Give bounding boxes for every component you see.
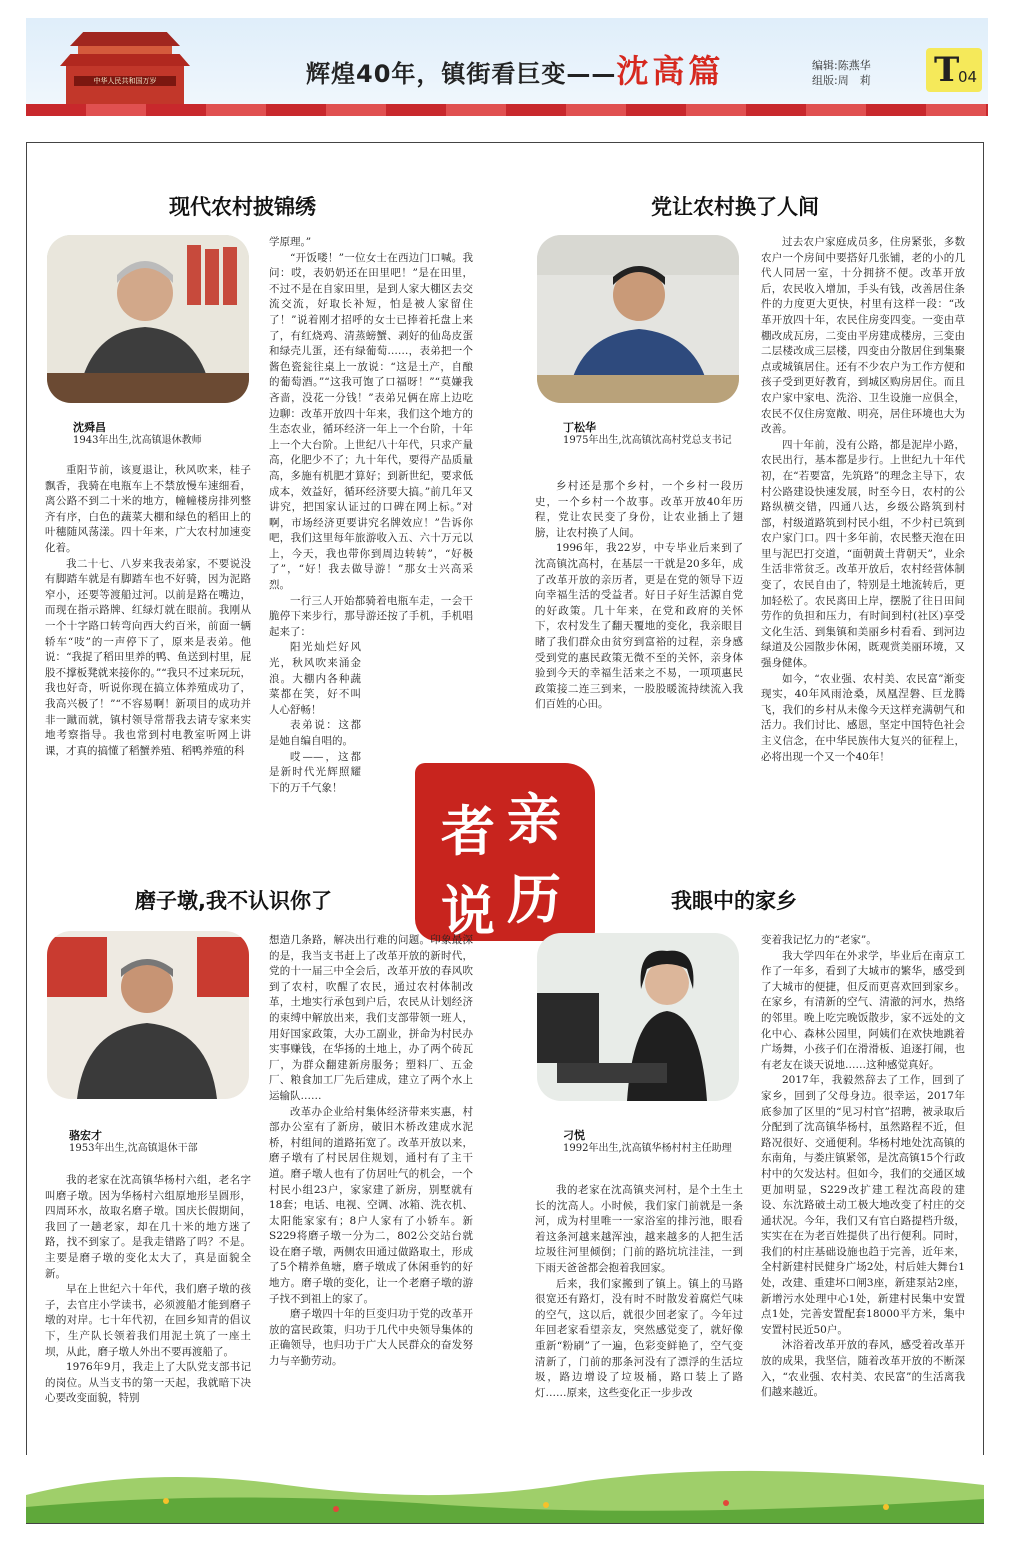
paragraph: 1976年9月，我走上了大队党支部书记的岗位。从当支书的第一天起，我就暗下决心要改变面貌，特别 — [45, 1361, 251, 1405]
paragraph: 一行三人开始都骑着电瓶车走，一会干脆停下来步行，那导游还按了手机，手机唱起来了： — [269, 594, 473, 638]
paragraph: 四十年前，没有公路，都是泥岸小路，农民出行，基本都是步行。上世纪九十年代初，在“若要富，先筑路”的理念主导下，农村公路建设快速发展，时至今日，农村的公路纵横交错，四通八达，乡级公路筑到村部，村级道路筑到村民小组，不少村已筑到农户家门口。四十多年前，农民整天泡在田里与泥巴打交道，“面朝黄土背朝天”，业余生活非常贫乏。改革开放后，农村经营体制变了，农民自由了，特别是土地流转后，更加轻松了。农民离田上岸，摆脱了往日田间劳作的负担和压力，有时间到村(社区)享受文化生活、到集镇和美丽乡村看看、到河边绿道及公园散步休闲，既观赏美丽环境，又强身健体。 — [761, 438, 965, 670]
stamp-char-shuo: 说 — [441, 879, 495, 943]
paragraph: 我二十七、八岁来我表弟家，不要说没有脚踏车就是有脚踏车也不好骑，因为泥路窄小，还要等渡船过河。以前是路在嘴边，而现在指示路牌、红绿灯就在眼前。我刚从一个十字路口转弯向西大约百米，前面一辆轿车“吱”的一声停下了，原来是表弟。他说：“我捉了稻田里养的鸭、鱼送到村里，屁股不撑板凳就来接你的。”“我只不过来玩玩，我也好奇，听说你现在搞立体养殖成功了，我高兴极了！”“不容易啊！新项目的成功并非一蹴而就，镇村领导常帮我去请专家来实地考察指导。我也常到村电教室听网上讲课，才真的搞懂了稻蟹养殖、稻鸭养殖的科 — [45, 557, 251, 757]
paragraph: 如今，“农业强、农村美、农民富”渐变现实，40年风雨沧桑，凤凰涅磐、巨龙腾飞，我们的乡村从未像今天这样充满朝气和活力。我们讨比、感恩，坚定中国特色社会主义信念，在中华民族伟大复兴的征程上，必将出现一个又一个40年！ — [761, 672, 965, 763]
section4-portrait-image — [537, 933, 739, 1101]
section4-person-name: 刁悦 — [563, 1129, 585, 1142]
section3-column-2 — [269, 933, 473, 1503]
section2-title: 党让农村换了人间 — [651, 195, 819, 219]
stamp-char-zhe: 者 — [441, 799, 495, 863]
gate-upper-roof — [70, 32, 180, 46]
section1-person-name: 沈舜昌 — [73, 421, 106, 434]
paragraph: 阳光灿烂好风光，秋风吹来涌金浪。大棚内各种蔬菜都在笑，好不叫人心舒畅！ — [269, 641, 361, 716]
section3-person-name: 骆宏才 — [69, 1129, 102, 1142]
header-stripe — [26, 104, 988, 116]
paragraph: 改革办企业给村集体经济带来实惠，村部办公室有了新房，破旧木桥改建成水泥桥，村组间的道路拓宽了。改革开放以来，磨子墩有了村民居住规划，通村有了主干道。磨子墩人也有了仿居吐气的机会，一个村民小组23户，家家建了新房，别墅就有18套；电话、电视、空调、冰箱、洗衣机、太阳能家家有；8户人家有了小轿车。新S229将磨子墩一分为二，802公交站台就设在磨子墩，两侧农田通过做路取土，形成了5个精养鱼塘，磨子墩成了休闲垂钓的好地方。磨子墩的变化，让一个老磨子墩的游子找不到祖上的家了。 — [269, 1105, 473, 1305]
paragraph: 重阳节前，该夏退让，秋风吹来，桂子飘香，我骑在电瓶车上不禁放慢车速细看，离公路不到二十米的地方，幢幢楼房排列整齐有序，白色的蔬菜大棚和绿色的稻田上的叶穗随风荡漾。四十年来，广大农村加速变化着。 — [45, 464, 251, 554]
section4-column-2 — [761, 933, 965, 1503]
section4-title: 我眼中的家乡 — [671, 889, 797, 913]
page-letter: T — [934, 50, 960, 90]
main-content-frame — [26, 142, 984, 1524]
paragraph: 哎——，这都是新时代光辉照耀下的万千气象！ — [269, 750, 361, 794]
tiananmen-gate-image — [60, 24, 190, 104]
section1-column-1 — [45, 463, 251, 883]
paragraph: “开饭喽！”一位女士在西边门口喊。我问：哎，表奶奶还在田里吧！”是在田里，不过不是在自家田里，是到人家大棚区去交流交流，好取长补短，怕是被人家留住了！”说着刚才招呼的女士已捧着托盘上来了，有红烧鸡、清蒸螃蟹、剥好的仙岛皮蛋和绿壳儿蛋，还有绿葡萄……，表弟把一个酱色瓷瓮往桌上一放说：“这是土产，自酿的葡萄酒。”“这我可饱了口福呀！”“莫嫌我吝啬，没花一分钱！”表弟兄俩在席上边吃边聊：改革开放四十年来，我们这个地方的生态农业，循环经济一年上一个台阶，十年上一个大台阶。上世纪八十年代，只求产量高，化肥少不了；九十年代，要得产品质量高，多施有机肥才算好；到新世纪，要求低成本，效益好，循环经济要大搞。”前几年又讲究，把国家认证过的口碑在网上标。”对啊，市场经济更要讲究名牌效应！”告诉你吧，我们这里每年旅游收入五、六十万元以上，今天，我也带你到周边转转”，“好极了”，“好！我去做导游！”那女士兴高采烈。 — [269, 251, 473, 592]
paragraph: 我的老家在沈高镇夹河村，是个土生土长的沈高人。小时候，我们家门前就是一条河，成为村里唯一一家浴室的排污池，眼看着这条河越来越浑浊，越来越多的人把生活垃圾往河里倾倒；门前的路坑坑洼洼，一到下雨天爸爸都会抱着我回家。 — [535, 1184, 743, 1274]
stamp-char-qin: 亲 — [507, 787, 561, 851]
paragraph: 沐浴着改革开放的春风，感受着改革开放的成果，我坚信，随着改革开放的不断深入，“农业强、农村美、农民富”的生活离我们越来越近。 — [761, 1339, 965, 1399]
paragraph: 早在上世纪六十年代，我们磨子墩的孩子，去官庄小学读书，必须渡船才能到磨子墩的对岸。七十年代初，在回乡知青的倡议下，生产队长领着我们用泥土筑了一座土坝，从此，磨子墩人外出不要再渡船了。 — [45, 1283, 251, 1358]
stamp-char-li: 历 — [507, 867, 561, 931]
paragraph: 学原理。” — [269, 236, 312, 248]
section2-column-2 — [761, 235, 965, 835]
section4-person-desc: 1992年出生,沈高镇华杨村村主任助理 — [563, 1143, 732, 1154]
paragraph: 变着我记忆力的“老家”。 — [761, 934, 877, 946]
page-number-badge — [926, 48, 982, 92]
section2-person-desc: 1975年出生,沈高镇沈高村党总支书记 — [563, 435, 732, 446]
footer-landscape — [26, 1455, 984, 1523]
section3-person-desc: 1953年出生,沈高镇退休干部 — [69, 1143, 198, 1154]
paragraph: 过去农户家庭成员多，住房紧张，多数农户一个房间中要搭好几张铺，老的小的几代人同居一室，十分拥挤不便。改革开放后，农民收入增加，手头有钱，改善居住条件的力度更大更快，村里有这样一段：“改革开放四十年，农民住房变四变。一变由草棚改成瓦房，二变由平房建成楼房，三变由二层楼改成三层楼，四变由分散居住到集聚点或城镇居住。还有不少农户为工作方便和孩子受到更好教育，到城区购房居住。而且农户家中家电、洗浴、卫生设施一应俱全，农民不仅住房宽敞、明亮，居住环境也大为改善。 — [761, 236, 965, 436]
gate-pillars — [78, 46, 172, 54]
section1-title: 现代农村披锦绣 — [169, 195, 316, 219]
gate-sign: 中华人民共和国万岁 — [74, 76, 176, 86]
section3-column-1 — [45, 1173, 251, 1503]
editor-line: 编辑:陈燕华 — [812, 59, 871, 72]
section1-portrait — [47, 235, 249, 403]
section3-title: 磨子墩,我不认识你了 — [135, 889, 332, 913]
paragraph: 后来，我们家搬到了镇上。镇上的马路很宽还有路灯，没有时不时散发着腐烂气味的空气，这以后，就很少回老家了。今年过年回老家看望亲友，突然感觉变了，就好像重新“粉刷”了一遍，色彩变鲜艳了，空气变清新了，门前的那条河没有了漂浮的生活垃圾，路边增设了垃圾桶，路口装上了路灯……原来，这些变化正一步步改 — [535, 1277, 743, 1399]
paragraph: 2017年，我毅然辞去了工作，回到了家乡，回到了父母身边。很幸运，2017年底参加了区里的“见习村官”招聘，被录取后分配到了沈高镇华杨村，虽然路程不近，但路况很好、交通便利。华杨村地处沈高镇的东南角，与娄庄镇紧邻，是沈高镇15个行政村中的欠发达村。但如今，我们的交通区域更加明显，S229改扩建工程沈高段的建设、东沈路破土动工极大地改变了村庄的交通状况。今年，我们又有官白路提档升级，实实在在为老百姓提供了出行便利。同时，我们的村庄基础设施也趋于完善，近年来，全村新建村民健身广场2处，村后娃大舞台1处，改建、重建坏口闸3座，新建泵站2座，新增污水处理中心1处，新建村民集中安置点1处，完善安置配套18000平方米，集中安置村民近50户。 — [761, 1074, 965, 1336]
paragraph: 表弟说：这都是她自编自唱的。 — [269, 719, 361, 747]
page-title-main: 辉煌40年，镇街看巨变—— — [306, 60, 617, 88]
editor-credits — [812, 58, 871, 88]
paragraph: 磨子墩四十年的巨变归功于党的改革开放的富民政策，归功于几代中央领导集体的正确领导，也归功于广大人民群众的奋发努力与辛勤劳动。 — [269, 1308, 473, 1368]
page-title-highlight: 沈高篇 — [616, 52, 725, 90]
section2-person-name: 丁松华 — [563, 421, 596, 434]
page-header — [26, 18, 988, 116]
section2-portrait — [537, 235, 739, 403]
section1-column-2 — [269, 235, 473, 825]
paragraph: 乡村还是那个乡村，一个乡村一段历史，一个乡村一个故事。改革开放40年历程，党让农民变了身份，让农业插上了翅膀，让农村换了人间。 — [535, 480, 743, 539]
section1-person-desc: 1943年出生,沈高镇退休教师 — [73, 435, 202, 446]
designer-line: 组版:周 莉 — [812, 74, 871, 87]
section1-portrait-image — [47, 235, 249, 403]
section3-portrait-image — [47, 931, 249, 1099]
paragraph: 我的老家在沈高镇华杨村六组，老名字叫磨子墩。因为华杨村六组原地形呈圆形，四周环水，故取名磨子墩。国庆长假期间，我回了一趟老家，却在几十米的地方迷了路，找不到家了。是我走错路了吗？不是。主要是磨子墩的变化太大了，真是面貌全新。 — [45, 1174, 251, 1280]
footer-landscape-image — [26, 1455, 984, 1523]
section3-portrait — [47, 931, 249, 1099]
page-number: 04 — [958, 68, 978, 86]
paragraph: 想造几条路，解决出行难的问题。印象最深的是，我当支书赶上了改革开放的新时代，党的十一届三中全会后，改革开放的春风吹到了农村，吹醒了农民，通过农村体制改革，土地实行承包到户后，农民从计划经济的束缚中解放出来，我们支部带领一班人，用好国家政策，大办工副业，拼命为村民办实事赚钱，在华扬的土地上，办了两个砖瓦厂，为群众翻建新房服务；塑料厂、五金厂、粮食加工厂先后建成，建立了两个水上运输队…… — [269, 934, 473, 1102]
paragraph: 1996年，我22岁，中专毕业后来到了沈高镇沈高村，在基层一干就是20多年，成了改革开放的亲历者，更是在党的领导下迈向幸福生活的受益者。好日子好生活源自党的好政策。几十年来，在党和政府的关怀下，农村发生了翻天覆地的变化，我亲眼目睹了我们群众由贫穷到富裕的过程，亲身感受到党的惠民政策无微不至的关怀，亲身体验到今天的幸福生活来之不易，一项项惠民政策接二连三到来，一股股暖流持续流入我们百姓的心田。 — [535, 542, 743, 711]
gate-lower-roof — [60, 54, 190, 66]
page-title — [306, 46, 724, 92]
section4-portrait — [537, 933, 739, 1101]
personal-account-stamp — [415, 763, 595, 941]
paragraph: 我大学四年在外求学，毕业后在南京工作了一年多，看到了大城市的繁华，感受到了大城市的便捷，但反而更喜欢回到家乡。在家乡，有清新的空气、清澈的河水，热络的邻里。晚上吃完晚饭散步，家不远处的文化中心、森林公园里，阿姨们在欢快地跳着广场舞，小孩子们在滑滑板、追逐打闹，也有老友在谈天说地……这种感觉真好。 — [761, 949, 965, 1071]
section2-portrait-image — [537, 235, 739, 403]
